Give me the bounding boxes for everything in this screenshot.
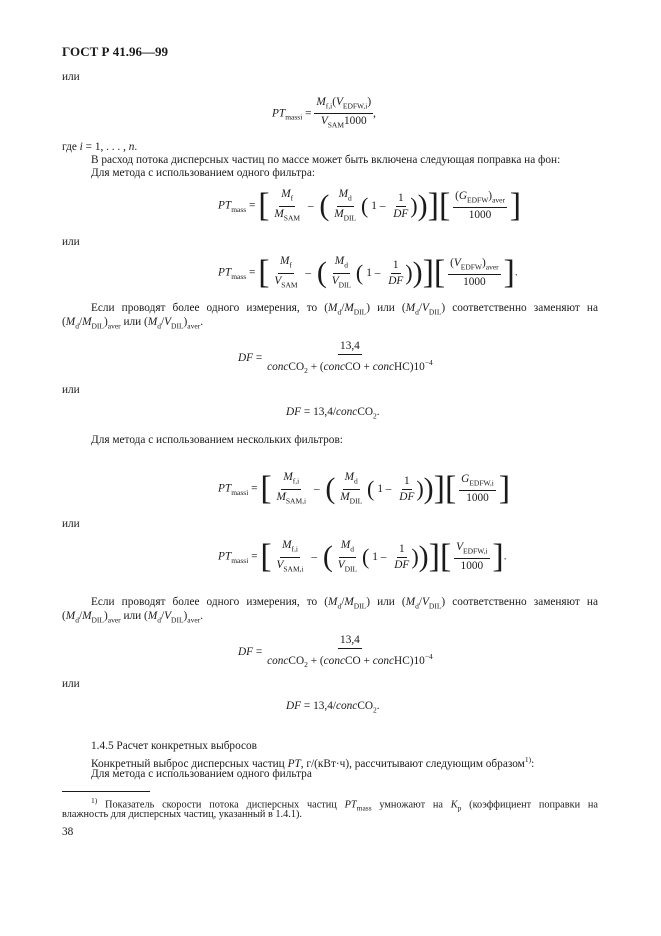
connector-or: или [62,236,80,248]
equation-df-simple-1: DF = 13,4/concCO$_2$. [286,406,380,421]
footnote-line-2: влажность для дисперсных частиц, указанный в 1.4.1). [62,809,303,820]
equation-df-2: DF = 13,4 concCO$_2$ + (concCO + $concHC)10^{-4}$ [238,634,433,670]
footnote-line-1: $^{1)}$ Показатель скорости потока дисперсных частиц $PT_{mass}$ умножают на $K_p$ (коэффициент поправки на [91,796,598,813]
equation-pt-mass-multi-2: $PT_{massi}$ = [ $M_{f,i}$ $V_{SAM,i}$ – ( $M_d$ $V_{DIL}$ ( 1 – $\frac{1}{DF}$ ))][ $V_{EDFW,i}$ 1000 ]. [218,538,507,575]
footnote-reference[interactable]: 1) [524,755,532,764]
equation-pt-mass-i-1: $PT_{massi}$ = $M_{f,i}(V_{EDFW,i})$ $V_{SAM}1000$ , [272,96,376,130]
equation-df-simple-2: DF = 13,4/concCO$_2$. [286,700,380,715]
paragraph-single-filter: Для метода с использованием одного фильтра: [91,167,315,179]
paragraph-bg-correction: В расход потока дисперсных частиц по массе может быть включена следующая поправка на фон: [91,154,561,166]
document-header: ГОСТ Р 41.96—99 [62,44,168,59]
footnote-rule [62,791,150,792]
equation-pt-mass-single-2: $PT_{mass}$ = [ $M_f$ $V_{SAM}$ – ( $M_d$ $V_{DIL}$ ( 1 – $\frac{1}{DF}$ ))][ $(V_{EDFW})_{aver}$ 1000 ]. [218,254,518,291]
paragraph-more-than-one-cont: $(M_d/M_{DIL})_{aver}$ или $(M_d/V_{DIL})_{aver}$. [62,316,204,331]
connector-or: или [62,518,80,530]
connector-or: или [62,678,80,690]
paragraph-more-than-one: Если проводят более одного измерения, то $(M_d/M_{DIL})$ или $(M_d/V_{DIL})$ соответственно заменяют на [91,596,598,611]
equation-pt-mass-single-1: $PT_{mass}$ = [ $M_f$ $M_{SAM}$ – ( $M_d$ $M_{DIL}$ ( 1 – $\frac{1}{DF}$ ))][ $(G_{EDFW})_{aver}$ 1000 ] [218,187,522,224]
page-number: 38 [62,826,74,838]
paragraph-specific-emission: Конкретный выброс дисперсных частиц PT, г/(кВт·ч), рассчитывают следующим образом$^{1)}$: [91,755,535,770]
connector-or: или [62,71,80,83]
paragraph-multi-filter: Для метода с использованием нескольких фильтров: [91,434,343,446]
index-range: где i = 1, . . . , n. [62,141,138,153]
equation-pt-mass-multi-1: $PT_{massi}$ = [ $M_{f,i}$ $M_{SAM,i}$ – ( $M_d$ $M_{DIL}$ ( 1 – $\frac{1}{DF}$ ))][ $G_{EDFW,i}$ 1000 ] [218,470,511,507]
paragraph-more-than-one-cont: $(M_d/M_{DIL})_{aver}$ или $(M_d/V_{DIL})_{aver}$. [62,610,204,625]
paragraph-more-than-one: Если проводят более одного измерения, то $(M_d/M_{DIL})$ или $(M_d/V_{DIL})$ соответственно заменяют на [91,302,598,317]
paragraph-single-filter-2: Для метода с использованием одного фильтра [91,768,312,780]
connector-or: или [62,384,80,396]
section-heading: 1.4.5 Расчет конкретных выбросов [91,740,258,752]
equation-df-1: DF = 13,4 concCO$_2$ + (concCO + $concHC)10^{-4}$ [238,340,433,376]
